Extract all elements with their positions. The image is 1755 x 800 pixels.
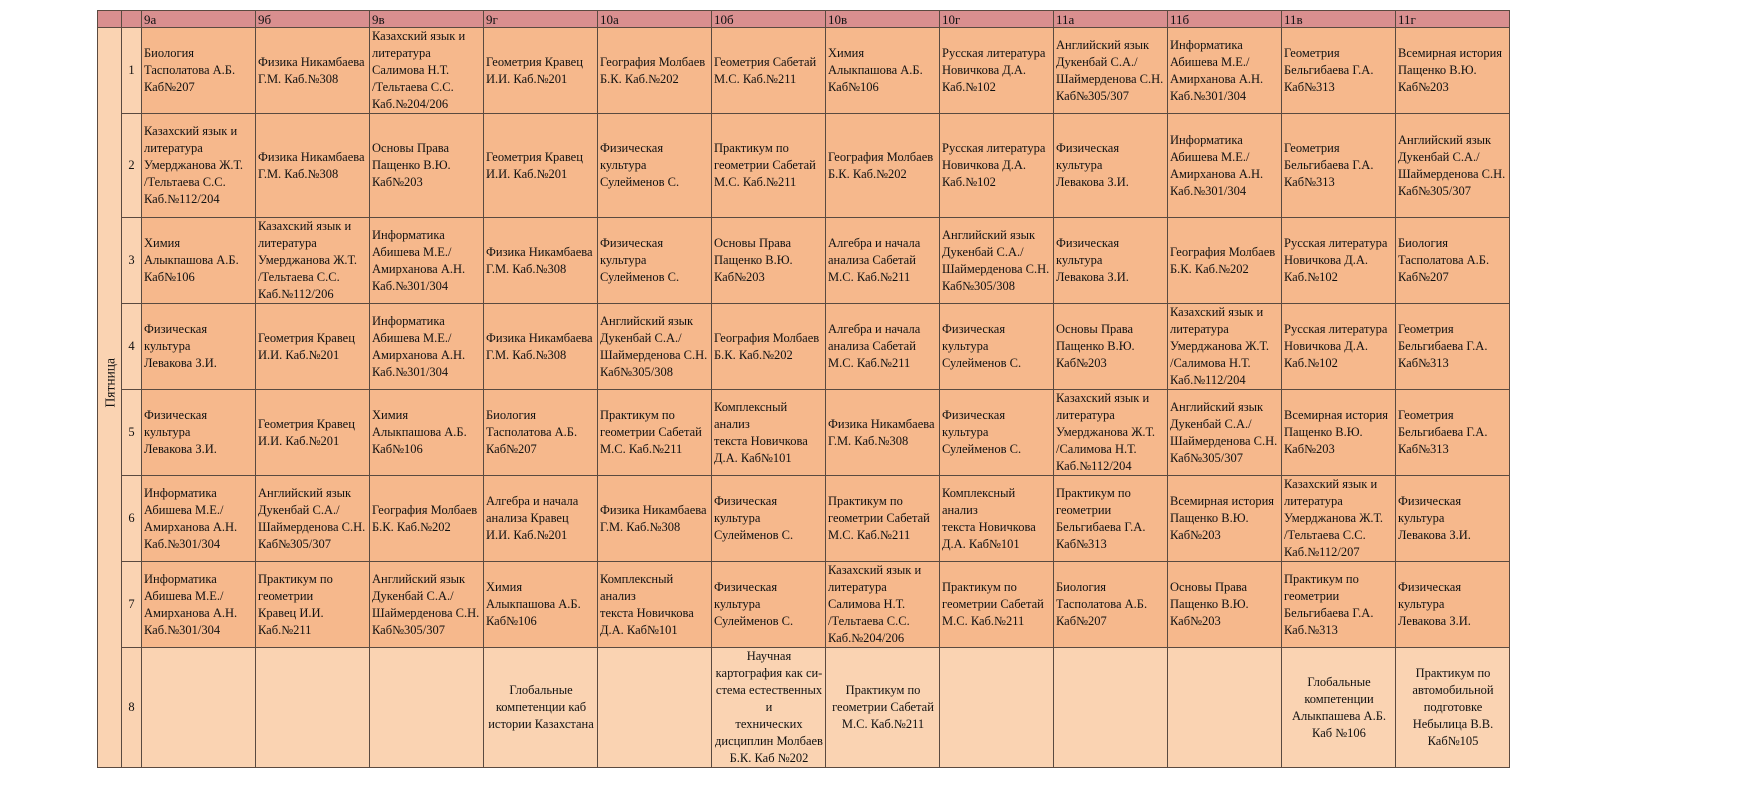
lesson-cell [142, 476, 256, 562]
lesson-cell [712, 218, 826, 304]
lesson-text: Биология Тасполатова А.Б. Каб№207 [1056, 580, 1148, 628]
lesson-text: Всемирная история Пащенко В.Ю. Каб№203 [1170, 494, 1275, 542]
lesson-cell [1168, 390, 1282, 476]
lesson-cell [1054, 390, 1168, 476]
lesson-text: Информатика Абишева М.Е./ Амирханова А.Н. Каб.№301/304 [144, 571, 238, 637]
lesson-text: Английский язык Дукенбай С.А./ Шаймерденова С.Н. Каб№305/308 [942, 227, 1050, 293]
lesson-text: Практикум по геометрии Сабетай М.С. Каб.№211 [832, 683, 934, 731]
lesson-cell [598, 476, 712, 562]
lesson-cell [940, 476, 1054, 562]
lesson-cell [1054, 562, 1168, 648]
lesson-cell [826, 114, 940, 218]
day-cell [98, 28, 122, 768]
lesson-cell [1054, 304, 1168, 390]
lesson-text: Практикум по геометрии Кравец И.И. Каб.№211 [258, 571, 333, 637]
lesson-text: Английский язык Дукенбай С.А./ Шаймерденова С.Н. Каб№305/307 [1056, 37, 1164, 103]
class-header: 9в [370, 11, 484, 28]
lesson-text: Комплексный анализ текста Новичкова Д.А. Каб№101 [714, 399, 808, 465]
lesson-text: Казахский язык и литература Умерджанова Ж.Т. /Салимова Н.Т. Каб.№112/204 [1170, 305, 1270, 387]
lesson-cell [940, 218, 1054, 304]
lesson-cell [142, 648, 256, 768]
lesson-number: 6 [122, 476, 142, 562]
class-header: 11б [1168, 11, 1282, 28]
lesson-text: Геометрия Бельгибаева Г.А. Каб№313 [1284, 141, 1374, 189]
lesson-cell [712, 562, 826, 648]
lesson-text: Практикум по автомобильной подготовке Небылица В.В. Каб№105 [1412, 666, 1494, 748]
day-label: Пятница [102, 357, 118, 408]
lesson-text: Физика Никамбаева Г.М. Каб.№308 [600, 502, 707, 534]
lesson-text: География Молбаев Б.К. Каб.№202 [714, 330, 820, 362]
lesson-text: Основы Права Пащенко В.Ю. Каб№203 [1056, 322, 1135, 370]
lesson-cell [940, 304, 1054, 390]
lesson-text: Физика Никамбаева Г.М. Каб.№308 [486, 244, 593, 276]
lesson-cell [142, 114, 256, 218]
lesson-cell [1396, 648, 1510, 768]
lesson-text: Научная картография как си- стема естественных и технических дисциплин Молбаев Б.К. Каб №202 [715, 649, 823, 765]
lesson-cell [1396, 114, 1510, 218]
lesson-cell [1396, 304, 1510, 390]
lesson-text: Физическая культура Сулейменов С. [714, 580, 794, 628]
class-header: 11а [1054, 11, 1168, 28]
lesson-cell [484, 648, 598, 768]
lesson-cell [484, 476, 598, 562]
lesson-cell [1396, 562, 1510, 648]
lesson-text: Химия Алыкпашова А.Б. Каб№106 [144, 236, 239, 284]
lesson-cell [1396, 218, 1510, 304]
lesson-number: 5 [122, 390, 142, 476]
lesson-text: Физика Никамбаева Г.М. Каб.№308 [258, 54, 365, 86]
lesson-text: Физическая культура Левакова З.И. [144, 408, 217, 456]
lesson-text: Основы Права Пащенко В.Ю. Каб№203 [1170, 580, 1249, 628]
lesson-cell [142, 390, 256, 476]
lesson-text: Казахский язык и литература Салимова Н.Т. /Тельтаева С.С. Каб.№204/206 [372, 29, 466, 111]
lesson-cell [1282, 28, 1396, 114]
header-row [98, 11, 1510, 28]
lesson-text: Геометрия Бельгибаева Г.А. Каб№313 [1398, 322, 1488, 370]
lesson-cell [370, 114, 484, 218]
lesson-text: Информатика Абишева М.Е./ Амирханова А.Н. Каб.№301/304 [372, 227, 466, 293]
lesson-cell [1054, 114, 1168, 218]
lesson-text: Русская литература Новичкова Д.А. Каб.№102 [1284, 236, 1388, 284]
lesson-cell [712, 114, 826, 218]
lesson-cell [1168, 476, 1282, 562]
lesson-text: Биология Тасполатова А.Б. Каб№207 [144, 46, 236, 94]
lesson-cell [370, 28, 484, 114]
lesson-text: Алгебра и начала анализа Сабетай М.С. Каб.№211 [828, 236, 921, 284]
lesson-number: 8 [122, 648, 142, 768]
lesson-cell [598, 390, 712, 476]
lesson-cell [826, 648, 940, 768]
lesson-text: Физическая культура Левакова З.И. [1398, 580, 1471, 628]
lesson-cell [142, 28, 256, 114]
lesson-number: 2 [122, 114, 142, 218]
lesson-text: Алгебра и начала анализа Кравец И.И. Каб.№201 [486, 494, 579, 542]
lesson-text: География Молбаев Б.К. Каб.№202 [600, 54, 706, 86]
lesson-cell [598, 218, 712, 304]
lesson-row [98, 304, 1510, 390]
corner-num [122, 11, 142, 28]
lesson-cell [256, 28, 370, 114]
lesson-cell [826, 562, 940, 648]
lesson-cell [940, 562, 1054, 648]
lesson-cell [826, 476, 940, 562]
lesson-cell [256, 390, 370, 476]
lesson-cell [1396, 28, 1510, 114]
lesson-text: Физическая культура Сулейменов С. [942, 322, 1022, 370]
lesson-text: География Молбаев Б.К. Каб.№202 [828, 149, 934, 181]
lesson-cell [940, 28, 1054, 114]
lesson-cell [256, 304, 370, 390]
lesson-cell [826, 304, 940, 390]
lesson-text: Химия Алыкпашова А.Б. Каб№106 [828, 46, 923, 94]
lesson-text: Английский язык Дукенбай С.А./ Шаймерденова С.Н. Каб№305/307 [258, 485, 366, 551]
lesson-text: Всемирная история Пащенко В.Ю. Каб№203 [1284, 408, 1389, 456]
lesson-cell [826, 28, 940, 114]
lesson-cell [712, 28, 826, 114]
lesson-cell [598, 304, 712, 390]
lesson-cell [712, 390, 826, 476]
lesson-text: Казахский язык и литература Салимова Н.Т. /Тельтаева С.С. Каб.№204/206 [828, 563, 922, 645]
class-header: 11в [1282, 11, 1396, 28]
lesson-cell [1282, 218, 1396, 304]
lesson-number: 3 [122, 218, 142, 304]
lesson-text: Казахский язык и литература Умерджанова Ж.Т. /Салимова Н.Т. Каб.№112/204 [1056, 391, 1156, 473]
class-header: 11г [1396, 11, 1510, 28]
lesson-text: Информатика Абишева М.Е./ Амирханова А.Н. Каб.№301/304 [1170, 132, 1264, 198]
lesson-text: Основы Права Пащенко В.Ю. Каб№203 [372, 141, 451, 189]
lesson-text: Геометрия Бельгибаева Г.А. Каб№313 [1398, 408, 1488, 456]
lesson-text: Практикум по геометрии Сабетай М.С. Каб.№211 [942, 580, 1044, 628]
lesson-cell [940, 390, 1054, 476]
schedule-table [97, 10, 1510, 768]
lesson-cell [370, 390, 484, 476]
lesson-cell [484, 218, 598, 304]
lesson-text: Казахский язык и литература Умерджанова Ж.Т. /Тельтаева С.С. Каб.№112/204 [144, 124, 244, 206]
lesson-text: Химия Алыкпашова А.Б. Каб№106 [486, 580, 581, 628]
lesson-cell [370, 476, 484, 562]
lesson-cell [484, 390, 598, 476]
lesson-cell [940, 114, 1054, 218]
lesson-text: Физическая культура Сулейменов С. [942, 408, 1022, 456]
lesson-row [98, 390, 1510, 476]
lesson-row [98, 28, 1510, 114]
lesson-text: Казахский язык и литература Умерджанова Ж.Т. /Тельтаева С.С. Каб.№112/206 [258, 219, 358, 301]
lesson-number: 1 [122, 28, 142, 114]
lesson-cell [484, 114, 598, 218]
lesson-text: Биология Тасполатова А.Б. Каб№207 [486, 408, 578, 456]
lesson-cell [826, 390, 940, 476]
lesson-text: Русская литература Новичкова Д.А. Каб.№102 [1284, 322, 1388, 370]
lesson-text: Практикум по геометрии Сабетай М.С. Каб.№211 [600, 408, 702, 456]
lesson-cell [484, 28, 598, 114]
lesson-text: Геометрия Кравец И.И. Каб.№201 [258, 330, 355, 362]
lesson-cell [598, 648, 712, 768]
class-header: 10б [712, 11, 826, 28]
lesson-text: Всемирная история Пащенко В.Ю. Каб№203 [1398, 46, 1503, 94]
lesson-cell [256, 114, 370, 218]
lesson-text: Английский язык Дукенбай С.А./ Шаймерденова С.Н. Каб№305/307 [1398, 132, 1506, 198]
lesson-text: Физическая культура Сулейменов С. [714, 494, 794, 542]
lesson-number: 7 [122, 562, 142, 648]
lesson-text: Физическая культура Сулейменов С. [600, 141, 680, 189]
class-header: 9а [142, 11, 256, 28]
lesson-text: Физика Никамбаева Г.М. Каб.№308 [828, 416, 935, 448]
lesson-cell [1282, 562, 1396, 648]
lesson-text: География Молбаев Б.К. Каб.№202 [372, 502, 478, 534]
lesson-text: Информатика Абишева М.Е./ Амирханова А.Н. Каб.№301/304 [1170, 37, 1264, 103]
lesson-row [98, 562, 1510, 648]
lesson-row [98, 114, 1510, 218]
class-header: 10г [940, 11, 1054, 28]
lesson-row [98, 476, 1510, 562]
lesson-text: Геометрия Кравец И.И. Каб.№201 [258, 416, 355, 448]
lesson-cell [142, 304, 256, 390]
lesson-text: Русская литература Новичкова Д.А. Каб.№102 [942, 46, 1046, 94]
lesson-cell [1282, 114, 1396, 218]
lesson-text: Английский язык Дукенбай С.А./ Шаймерденова С.Н. Каб№305/307 [1170, 399, 1278, 465]
lesson-row [98, 648, 1510, 768]
lesson-number: 4 [122, 304, 142, 390]
lesson-cell [1054, 218, 1168, 304]
lesson-cell [484, 562, 598, 648]
corner-day [98, 11, 122, 28]
lesson-text: Геометрия Бельгибаева Г.А. Каб№313 [1284, 46, 1374, 94]
lesson-cell [256, 218, 370, 304]
lesson-cell [256, 476, 370, 562]
lesson-text: Практикум по геометрии Бельгибаева Г.А. Каб.№313 [1284, 571, 1374, 637]
lesson-text: Физика Никамбаева Г.М. Каб.№308 [258, 149, 365, 181]
class-header: 10а [598, 11, 712, 28]
lesson-cell [826, 218, 940, 304]
lesson-text: Физическая культура Левакова З.И. [1398, 494, 1471, 542]
lesson-cell [142, 218, 256, 304]
lesson-cell [1054, 648, 1168, 768]
lesson-cell [712, 476, 826, 562]
lesson-cell [1396, 476, 1510, 562]
lesson-text: Геометрия Сабетай М.С. Каб.№211 [714, 54, 817, 86]
lesson-cell [1168, 218, 1282, 304]
lesson-text: Физическая культура Сулейменов С. [600, 236, 680, 284]
lesson-cell [1396, 390, 1510, 476]
lesson-cell [598, 28, 712, 114]
class-header: 9б [256, 11, 370, 28]
lesson-text: Физическая культура Левакова З.И. [144, 322, 217, 370]
lesson-text: Геометрия Кравец И.И. Каб.№201 [486, 54, 583, 86]
lesson-text: Комплексный анализ текста Новичкова Д.А. Каб№101 [600, 571, 694, 637]
lesson-cell [256, 648, 370, 768]
lesson-cell [1282, 304, 1396, 390]
lesson-text: Комплексный анализ текста Новичкова Д.А. Каб№101 [942, 485, 1036, 551]
lesson-cell [370, 218, 484, 304]
lesson-cell [1168, 562, 1282, 648]
lesson-cell [1168, 304, 1282, 390]
lesson-text: Английский язык Дукенбай С.А./ Шаймерденова С.Н. Каб№305/307 [372, 571, 480, 637]
class-header: 10в [826, 11, 940, 28]
lesson-cell [256, 562, 370, 648]
lesson-cell [1054, 476, 1168, 562]
class-header: 9г [484, 11, 598, 28]
lesson-text: Геометрия Кравец И.И. Каб.№201 [486, 149, 583, 181]
lesson-cell [940, 648, 1054, 768]
lesson-cell [712, 304, 826, 390]
lesson-cell [1282, 476, 1396, 562]
lesson-text: Практикум по геометрии Сабетай М.С. Каб.№211 [714, 141, 816, 189]
lesson-text: Информатика Абишева М.Е./ Амирханова А.Н. Каб.№301/304 [372, 313, 466, 379]
lesson-text: Информатика Абишева М.Е./ Амирханова А.Н. Каб.№301/304 [144, 485, 238, 551]
lesson-cell [370, 648, 484, 768]
lesson-row [98, 218, 1510, 304]
lesson-text: Английский язык Дукенбай С.А./ Шаймерденова С.Н. Каб№305/308 [600, 313, 708, 379]
lesson-cell [598, 114, 712, 218]
lesson-cell [1168, 28, 1282, 114]
lesson-text: Казахский язык и литература Умерджанова Ж.Т. /Тельтаева С.С. Каб.№112/207 [1284, 477, 1384, 559]
lesson-cell [1168, 114, 1282, 218]
lesson-text: Химия Алыкпашова А.Б. Каб№106 [372, 408, 467, 456]
lesson-text: Основы Права Пащенко В.Ю. Каб№203 [714, 236, 793, 284]
lesson-cell [712, 648, 826, 768]
lesson-text: Физическая культура Левакова З.И. [1056, 141, 1129, 189]
lesson-cell [370, 562, 484, 648]
lesson-cell [142, 562, 256, 648]
lesson-text: Биология Тасполатова А.Б. Каб№207 [1398, 236, 1490, 284]
lesson-text: Практикум по геометрии Сабетай М.С. Каб.№211 [828, 494, 930, 542]
lesson-cell [484, 304, 598, 390]
lesson-cell [1282, 648, 1396, 768]
lesson-text: Физическая культура Левакова З.И. [1056, 236, 1129, 284]
lesson-cell [1168, 648, 1282, 768]
lesson-text: Глобальные компетенции каб истории Казахстана [488, 683, 594, 731]
lesson-text: Физика Никамбаева Г.М. Каб.№308 [486, 330, 593, 362]
lesson-cell [370, 304, 484, 390]
lesson-text: Русская литература Новичкова Д.А. Каб.№102 [942, 141, 1046, 189]
lesson-cell [1054, 28, 1168, 114]
lesson-text: Глобальные компетенции Алыкпашева А.Б. Каб №106 [1291, 674, 1386, 740]
lesson-cell [1282, 390, 1396, 476]
lesson-text: Алгебра и начала анализа Сабетай М.С. Каб.№211 [828, 322, 921, 370]
lesson-text: Практикум по геометрии Бельгибаева Г.А. Каб№313 [1056, 485, 1146, 551]
lesson-cell [598, 562, 712, 648]
lesson-text: География Молбаев Б.К. Каб.№202 [1170, 244, 1276, 276]
